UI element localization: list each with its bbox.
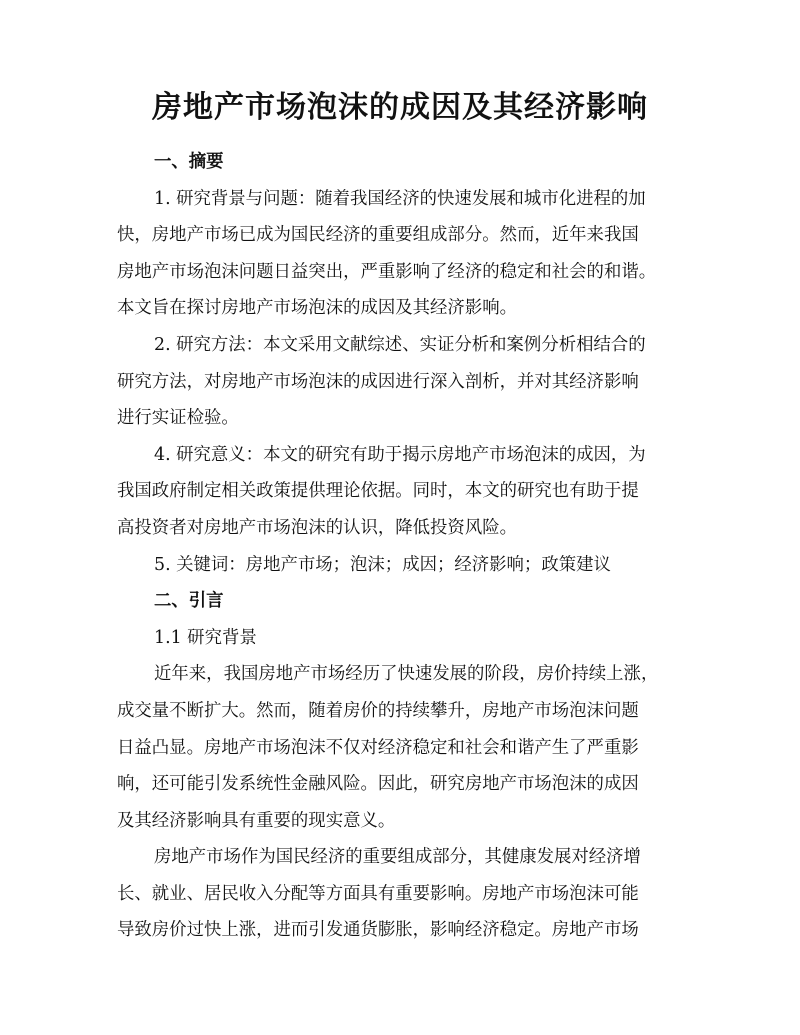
paragraph-line: 快，房地产市场已成为国民经济的重要组成部分。然而，近年来我国 — [117, 225, 639, 246]
section-heading-introduction: 二、引言 — [154, 591, 224, 612]
keywords-line: 5. 关键词：房地产市场；泡沫；成因；经济影响；政策建议 — [154, 554, 611, 575]
paragraph-line: 响，还可能引发系统性金融风险。因此，研究房地产市场泡沫的成因 — [117, 774, 639, 795]
paragraph-line: 我国政府制定相关政策提供理论依据。同时，本文的研究也有助于提 — [117, 481, 639, 502]
paragraph-line: 房地产市场作为国民经济的重要组成部分，其健康发展对经济增 — [154, 847, 641, 868]
paragraph-line: 研究方法，对房地产市场泡沫的成因进行深入剖析，并对其经济影响 — [117, 371, 639, 392]
paragraph-line: 导致房价过快上涨，进而引发通货膨胀，影响经济稳定。房地产市场 — [117, 920, 639, 941]
paragraph-line: 房地产市场泡沫问题日益突出，严重影响了经济的稳定和社会的和谐。 — [117, 261, 657, 282]
document-body — [117, 144, 687, 949]
paragraph-line: 近年来，我国房地产市场经历了快速发展的阶段，房价持续上涨， — [154, 664, 659, 685]
paragraph-line: 2. 研究方法：本文采用文献综述、实证分析和案例分析相结合的 — [154, 334, 646, 355]
paragraph-line: 4. 研究意义：本文的研究有助于揭示房地产市场泡沫的成因，为 — [154, 444, 646, 465]
paragraph-line: 高投资者对房地产市场泡沫的认识，降低投资风险。 — [117, 517, 517, 538]
paragraph-line: 长、就业、居民收入分配等方面具有重要影响。房地产市场泡沫可能 — [117, 883, 639, 904]
paragraph-line: 成交量不断扩大。然而，随着房价的持续攀升，房地产市场泡沫问题 — [117, 700, 639, 721]
paragraph-line: 日益凸显。房地产市场泡沫不仅对经济稳定和社会和谐产生了严重影 — [117, 737, 639, 758]
paragraph-line: 本文旨在探讨房地产市场泡沫的成因及其经济影响。 — [117, 298, 517, 319]
document-title: 房地产市场泡沫的成因及其经济影响 — [152, 90, 648, 125]
paragraph-line: 1. 研究背景与问题：随着我国经济的快速发展和城市化进程的加 — [154, 188, 646, 209]
subsection-heading-background: 1.1 研究背景 — [154, 627, 257, 648]
section-heading-abstract: 一、摘要 — [154, 152, 224, 172]
paragraph-line: 进行实证检验。 — [117, 408, 239, 429]
paragraph-line: 及其经济影响具有重要的现实意义。 — [117, 810, 396, 831]
